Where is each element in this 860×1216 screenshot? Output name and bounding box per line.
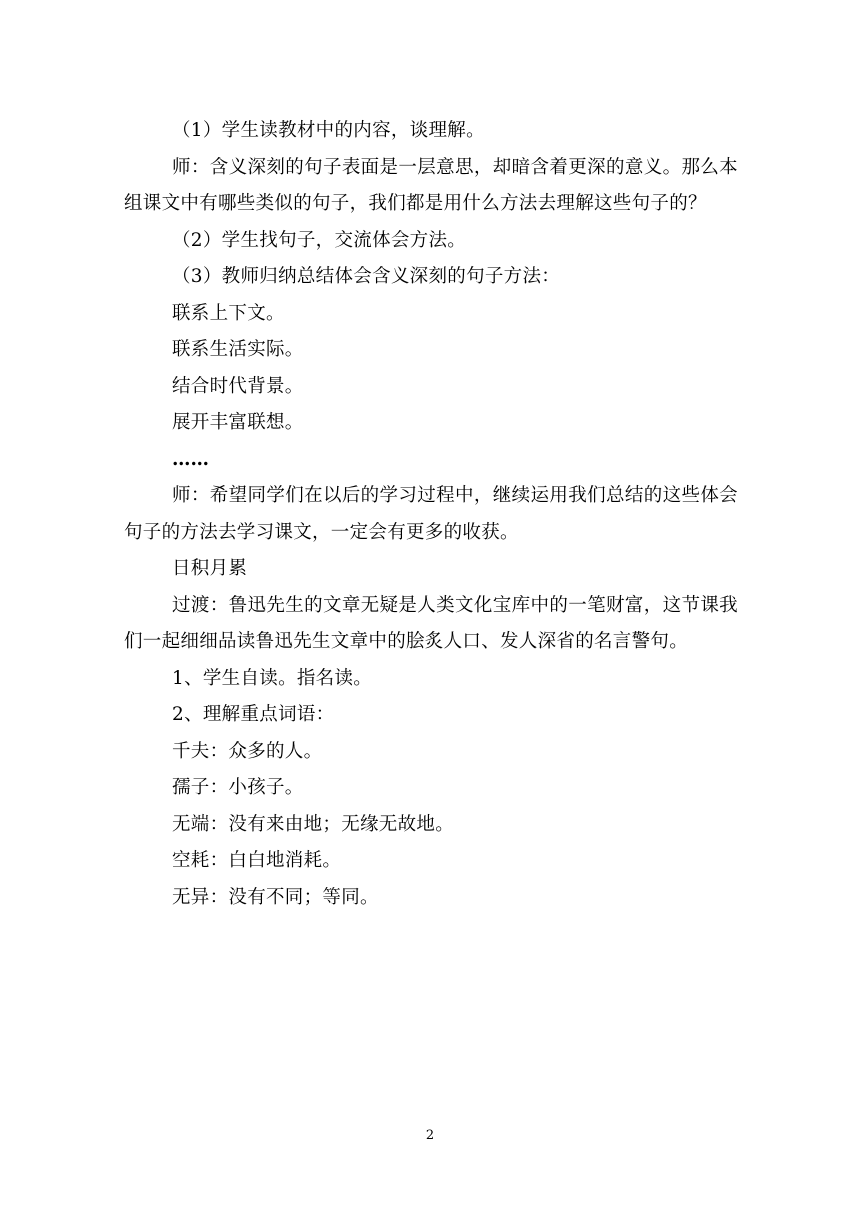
definition-ruzi: 孺子：小孩子。 <box>172 777 304 798</box>
paragraph-teacher-question: 师：含义深刻的句子表面是一层意思，却暗含着更深的意义。那么本组课文中有哪些类似的句子，我们都是用什么方法去理解这些句子的？ <box>124 156 738 214</box>
paragraph-teacher-summary: （3）教师归纳总结体会含义深刻的句子方法： <box>172 266 561 287</box>
paragraph-teacher-hope: 师：希望同学们在以后的学习过程中，继续运用我们总结的这些体会句子的方法去学习课文，一定会有更多的收获。 <box>124 485 738 543</box>
ellipsis-line: …… <box>172 448 209 470</box>
paragraph-find-sentences: （2）学生找句子，交流体会方法。 <box>172 229 467 251</box>
step-key-words: 2、理解重点词语： <box>172 704 335 725</box>
definition-qianfu: 千夫：众多的人。 <box>172 740 323 762</box>
step-self-reading: 1、学生自读。指名读。 <box>172 667 373 689</box>
paragraph-reading-task: （1）学生读教材中的内容，谈理解。 <box>172 120 485 141</box>
definition-wuyi: 无异：没有不同；等同。 <box>172 886 379 908</box>
method-context: 联系上下文。 <box>172 302 285 324</box>
page-number: 2 <box>425 1128 435 1143</box>
method-background: 结合时代背景。 <box>172 375 304 397</box>
definition-wuduan: 无端：没有来由地；无缘无故地。 <box>172 813 455 835</box>
paragraph-transition: 过渡：鲁迅先生的文章无疑是人类文化宝库中的一笔财富，这节课我们一起细细品读鲁迅先生文章中的脍炙人口、发人深省的名言警句。 <box>124 594 738 652</box>
method-imagination: 展开丰富联想。 <box>172 412 304 433</box>
method-life: 联系生活实际。 <box>172 339 304 360</box>
definition-konghao: 空耗：白白地消耗。 <box>172 850 342 871</box>
document-body <box>124 113 738 916</box>
section-heading: 日积月累 <box>172 558 248 579</box>
